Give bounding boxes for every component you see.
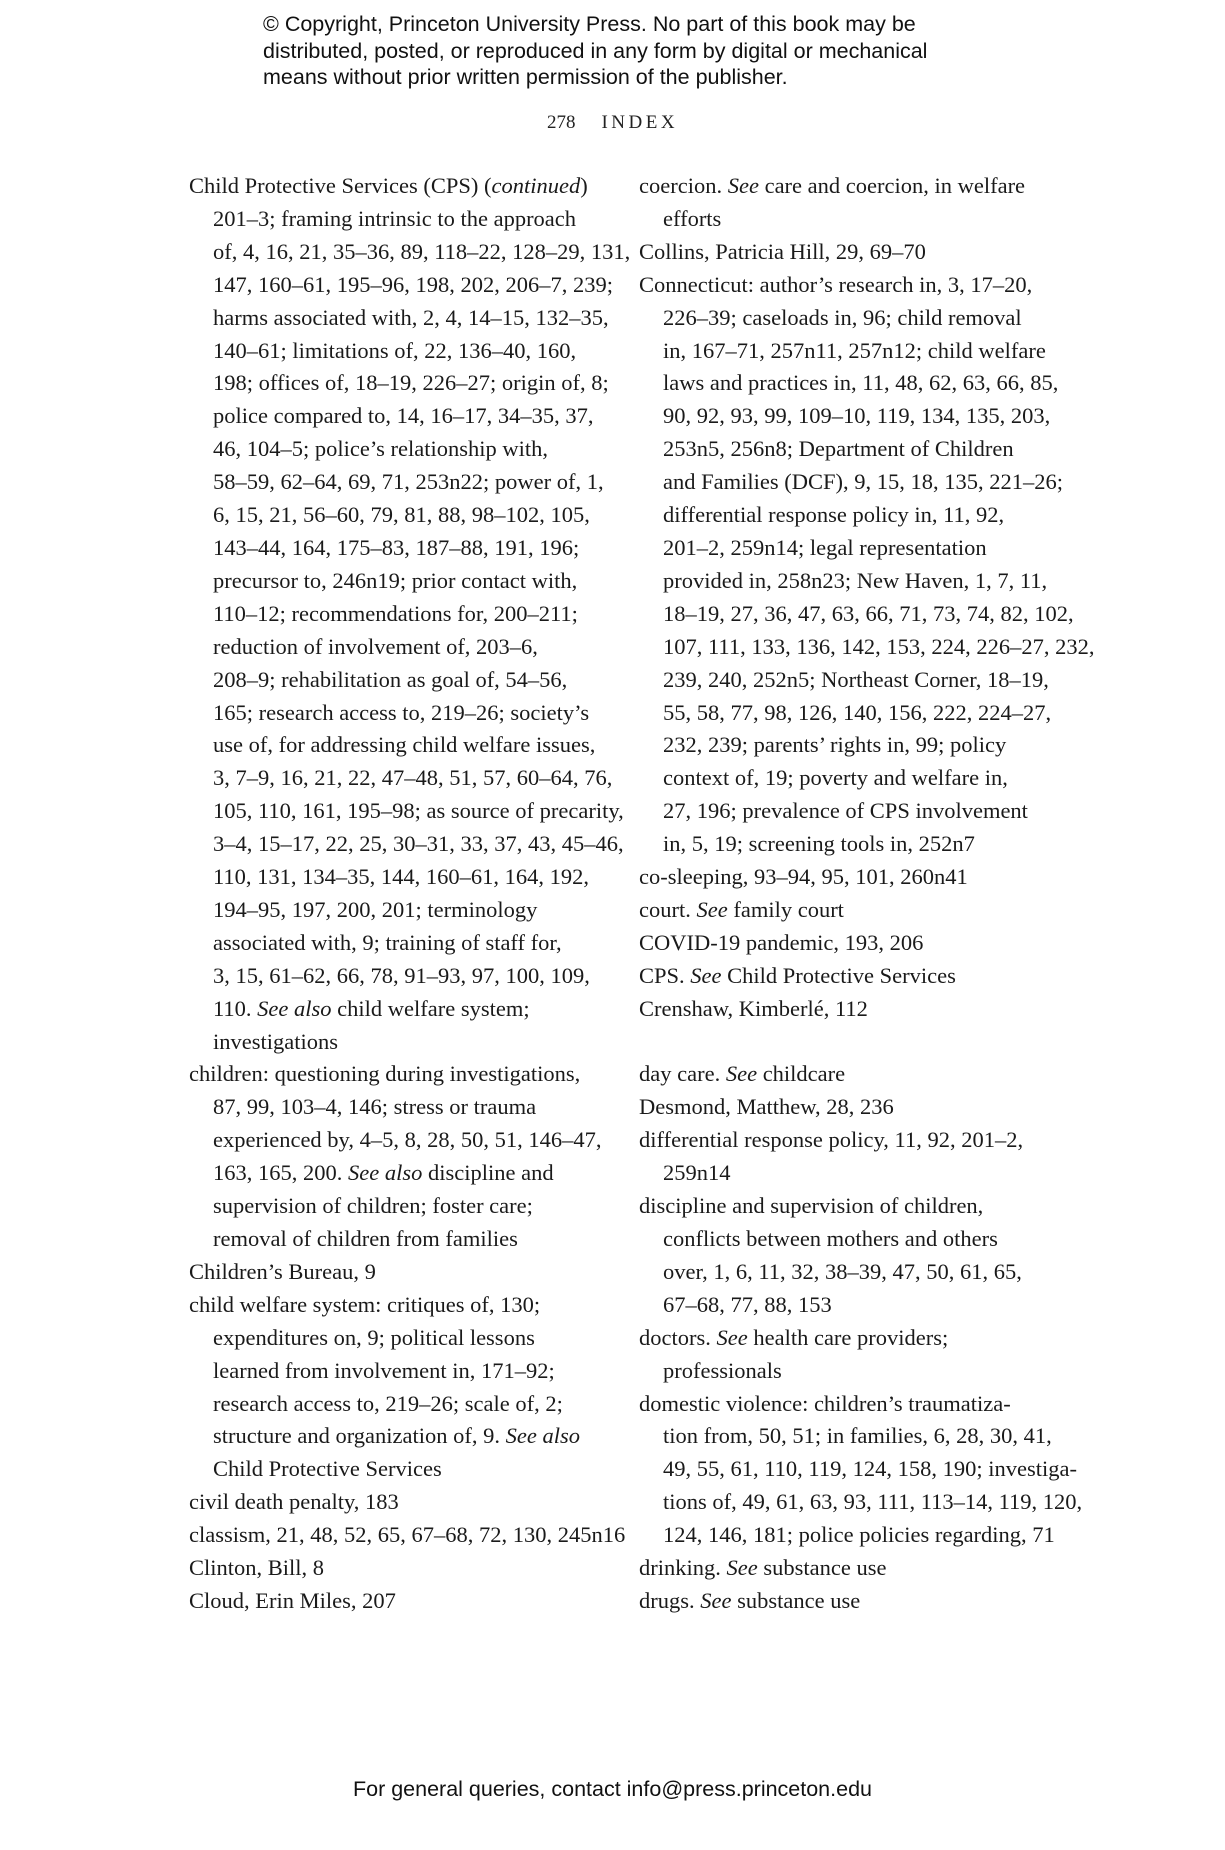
entry-spacer <box>639 1026 1054 1059</box>
section-title: INDEX <box>601 112 679 133</box>
index-entry <box>639 1091 1054 1124</box>
entry-text: 49, 55, 61, 110, 119, 124, 158, 190; investiga- <box>663 1456 1077 1482</box>
entry-text: 105, 110, 161, 195–98; as source of precarity, <box>213 798 624 824</box>
entry-text: 90, 92, 93, 99, 109–10, 119, 134, 135, 203, <box>663 403 1051 429</box>
index-entry-continuation <box>639 1157 1054 1190</box>
entry-text: Connecticut: author’s research in, 3, 17–20, <box>639 271 1033 297</box>
entry-text: 253n5, 256n8; Department of Children <box>663 436 1014 462</box>
index-entry-continuation <box>189 598 609 631</box>
entry-text: child welfare system; <box>331 995 530 1021</box>
index-entry <box>639 269 1054 302</box>
entry-text: day care. <box>639 1061 726 1087</box>
entry-text: 140–61; limitations of, 22, 136–40, 160, <box>213 337 577 363</box>
index-entry-continuation <box>639 1256 1054 1289</box>
entry-text: 208–9; rehabilitation as goal of, 54–56, <box>213 666 568 692</box>
index-entry-continuation <box>189 1124 609 1157</box>
entry-text: 6, 15, 21, 56–60, 79, 81, 88, 98–102, 105, <box>213 502 590 528</box>
cross-reference-term: See <box>696 896 728 922</box>
index-entry <box>639 993 1054 1026</box>
index-entry <box>639 1585 1054 1618</box>
index-entry-continuation <box>189 203 609 236</box>
entry-text: professionals <box>663 1357 782 1383</box>
entry-text: domestic violence: children’s traumatiza- <box>639 1390 1011 1416</box>
index-entry-continuation <box>639 1289 1054 1322</box>
entry-text: 87, 99, 103–4, 146; stress or trauma <box>213 1094 537 1120</box>
index-entry-continuation <box>639 1486 1083 1519</box>
entry-text: 201–3; framing intrinsic to the approach <box>213 205 577 231</box>
entry-text: learned from involvement in, 171–92; <box>213 1357 555 1383</box>
entry-text: 27, 196; prevalence of CPS involvement <box>663 798 1028 824</box>
index-entry-continuation <box>189 1190 609 1223</box>
cross-reference-term: See <box>725 1061 758 1087</box>
index-entry-continuation <box>189 894 609 927</box>
index-entry-continuation <box>189 1223 609 1256</box>
index-entry-continuation <box>189 269 614 302</box>
index-entry-continuation <box>639 631 1095 664</box>
index-entry-continuation <box>639 335 1054 368</box>
index-entry-continuation <box>189 1420 609 1453</box>
entry-text: supervision of children; foster care; <box>213 1193 533 1219</box>
index-entry-continuation <box>189 335 609 368</box>
index-entry <box>639 927 1054 960</box>
entry-text: 3, 15, 61–62, 66, 78, 91–93, 97, 100, 109, <box>213 962 590 988</box>
index-entry <box>639 1388 1054 1421</box>
entry-text: reduction of involvement of, 203–6, <box>213 633 538 659</box>
entry-text: health care providers; <box>747 1324 949 1350</box>
cross-reference-term: See also <box>348 1160 423 1186</box>
entry-text: CPS. <box>639 962 691 988</box>
entry-text: Collins, Patricia Hill, 29, 69–70 <box>639 238 926 264</box>
index-entry-continuation <box>189 433 609 466</box>
index-entry-continuation <box>189 565 609 598</box>
entry-text: differential response policy, 11, 92, 201–2, <box>639 1127 1024 1153</box>
index-entry-continuation <box>189 1453 609 1486</box>
entry-text: classism, 21, 48, 52, 65, 67–68, 72, 130, 245n16 <box>189 1522 626 1548</box>
index-column-right <box>639 170 1095 1618</box>
index-entry-continuation <box>639 565 1054 598</box>
index-entry-continuation <box>639 400 1054 433</box>
index-entry-continuation <box>189 631 609 664</box>
index-column-left <box>189 170 631 1618</box>
copyright-line: © Copyright, Princeton University Press. No part of this book may be <box>263 12 916 36</box>
cross-reference-term: See also <box>505 1423 580 1449</box>
entry-text: tion from, 50, 51; in families, 6, 28, 30, 41, <box>663 1423 1052 1449</box>
entry-text: research access to, 219–26; scale of, 2; <box>213 1390 563 1416</box>
index-entry-continuation <box>639 697 1054 730</box>
entry-text: 55, 58, 77, 98, 126, 140, 156, 222, 224–27, <box>663 699 1052 725</box>
index-entry-continuation <box>639 1453 1077 1486</box>
entry-text: Child Protective Services <box>213 1456 442 1482</box>
cross-reference-term: See <box>716 1324 748 1350</box>
index-entry <box>189 1585 609 1618</box>
index-entry-continuation <box>639 598 1074 631</box>
index-entry-continuation <box>639 1519 1054 1552</box>
index-entry-continuation <box>639 203 1054 236</box>
index-entry-continuation <box>639 1355 1054 1388</box>
index-entry <box>639 1552 1054 1585</box>
entry-text: 239, 240, 252n5; Northeast Corner, 18–19, <box>663 666 1049 692</box>
index-entry-continuation <box>189 927 609 960</box>
entry-text: Cloud, Erin Miles, 207 <box>189 1587 396 1613</box>
index-entry-continuation <box>189 302 609 335</box>
index-entry-continuation <box>189 1091 609 1124</box>
entry-text: 226–39; caseloads in, 96; child removal <box>663 304 1022 330</box>
index-entry <box>189 1289 609 1322</box>
index-entry <box>639 236 1054 269</box>
entry-text: drugs. <box>639 1587 701 1613</box>
entry-text: 198; offices of, 18–19, 226–27; origin of, 8; <box>213 370 609 396</box>
entry-text: civil death penalty, 183 <box>189 1489 399 1515</box>
index-entry <box>639 170 1054 203</box>
entry-text: context of, 19; poverty and welfare in, <box>663 765 1008 791</box>
entry-text: care and coercion, in welfare <box>758 173 1026 198</box>
entry-text: 201–2, 259n14; legal representation <box>663 534 987 560</box>
entry-text: conflicts between mothers and others <box>663 1225 998 1251</box>
footer-contact: For general queries, contact info@press.princeton.edu <box>352 1777 872 1801</box>
index-entry-continuation <box>189 1157 609 1190</box>
index-entry-continuation <box>639 1420 1054 1453</box>
entry-text: COVID-19 pandemic, 193, 206 <box>639 929 924 955</box>
entry-text: co-sleeping, 93–94, 95, 101, 260n41 <box>639 864 968 890</box>
entry-text: precursor to, 246n19; prior contact with, <box>213 567 578 593</box>
index-entry <box>189 1058 609 1091</box>
entry-text: 110, 131, 134–35, 144, 160–61, 164, 192, <box>213 864 590 890</box>
entry-text: and Families (DCF), 9, 15, 18, 135, 221–26; <box>663 469 1063 495</box>
entry-text: associated with, 9; training of staff for, <box>213 929 562 955</box>
index-entry-continuation <box>639 367 1059 400</box>
index-entry-continuation <box>189 664 609 697</box>
cross-reference-term: See <box>690 962 722 988</box>
entry-text: 110. <box>213 995 258 1021</box>
index-entry <box>639 1058 1054 1091</box>
entry-text: 58–59, 62–64, 69, 71, 253n22; power of, 1, <box>213 469 604 495</box>
index-entry-continuation <box>189 993 609 1026</box>
index-entry-continuation <box>189 1026 609 1059</box>
index-entry-continuation <box>639 729 1054 762</box>
entry-text: 3–4, 15–17, 22, 25, 30–31, 33, 37, 43, 45–46, <box>213 831 624 857</box>
index-entry <box>189 1256 609 1289</box>
index-entry-continuation <box>189 697 609 730</box>
entry-text: 18–19, 27, 36, 47, 63, 66, 71, 73, 74, 82, 102, <box>663 600 1074 626</box>
index-entry <box>639 960 1054 993</box>
index-entry <box>639 1124 1054 1157</box>
index-entry-continuation <box>639 664 1054 697</box>
index-entry-continuation <box>189 861 609 894</box>
index-entry-continuation <box>189 400 609 433</box>
entry-text: removal of children from families <box>213 1226 518 1251</box>
entry-text: ) <box>580 173 588 198</box>
entry-text: substance use <box>731 1587 861 1613</box>
index-entry-continuation <box>189 1388 609 1421</box>
copyright-notice <box>263 11 1023 91</box>
index-entry-continuation <box>189 236 631 269</box>
index-entry-continuation <box>189 762 613 795</box>
entry-text: investigations <box>213 1028 338 1054</box>
entry-text: 259n14 <box>663 1160 731 1186</box>
index-entry-continuation <box>639 762 1054 795</box>
entry-text: childcare <box>757 1061 846 1087</box>
cross-reference-term: See also <box>257 995 332 1021</box>
entry-text: of, 4, 16, 21, 35–36, 89, 118–22, 128–29, 131, <box>213 238 631 264</box>
entry-text: structure and organization of, 9. <box>213 1423 506 1449</box>
entry-text: over, 1, 6, 11, 32, 38–39, 47, 50, 61, 65, <box>663 1258 1022 1284</box>
copyright-line: means without prior written permission of the publisher. <box>263 65 788 89</box>
entry-text: use of, for addressing child welfare issues, <box>213 732 596 758</box>
entry-text: provided in, 258n23; New Haven, 1, 7, 11, <box>663 567 1048 593</box>
entry-text: coercion. <box>639 173 728 198</box>
cross-reference-term: See <box>726 1555 758 1581</box>
index-entry-continuation <box>189 960 609 993</box>
entry-text: in, 5, 19; screening tools in, 252n7 <box>663 831 975 857</box>
entry-text: efforts <box>663 205 722 231</box>
index-entry <box>639 894 1054 927</box>
index-entry-continuation <box>639 828 1054 861</box>
entry-text: 110–12; recommendations for, 200–211; <box>213 600 578 626</box>
entry-text: 67–68, 77, 88, 153 <box>663 1291 832 1317</box>
index-entry-continuation <box>189 499 609 532</box>
entry-text: Children’s Bureau, 9 <box>189 1258 376 1284</box>
index-entry-continuation <box>639 1223 1054 1256</box>
entry-text: 107, 111, 133, 136, 142, 153, 224, 226–27, 232, <box>663 633 1095 659</box>
index-entry <box>639 1322 1054 1355</box>
index-entry-continuation <box>639 433 1054 466</box>
index-entry <box>189 1519 626 1552</box>
index-entry-continuation <box>189 532 609 565</box>
index-entry-continuation <box>189 729 609 762</box>
entry-text: 3, 7–9, 16, 21, 22, 47–48, 51, 57, 60–64, 76, <box>213 765 613 791</box>
entry-text: police compared to, 14, 16–17, 34–35, 37, <box>213 403 594 429</box>
entry-text: experienced by, 4–5, 8, 28, 50, 51, 146–47, <box>213 1127 602 1153</box>
cross-reference-term: See <box>727 173 759 198</box>
entry-text: child welfare system: critiques of, 130; <box>189 1291 541 1317</box>
entry-text: substance use <box>757 1555 887 1581</box>
entry-text: Child Protective Services (CPS) ( <box>189 173 492 198</box>
entry-text: doctors. <box>639 1324 717 1350</box>
entry-text: 46, 104–5; police’s relationship with, <box>213 436 548 462</box>
entry-text: differential response policy in, 11, 92, <box>663 502 1005 528</box>
entry-text: 165; research access to, 219–26; society’s <box>213 699 590 725</box>
entry-text: Child Protective Services <box>721 962 956 988</box>
entry-text: tions of, 49, 61, 63, 93, 111, 113–14, 119, 120, <box>663 1489 1083 1515</box>
index-entry-continuation <box>189 795 624 828</box>
entry-text: 163, 165, 200. <box>213 1160 348 1186</box>
index-entry <box>189 1486 609 1519</box>
index-entry-continuation <box>189 828 624 861</box>
index-entry-continuation <box>189 1355 609 1388</box>
index-entry-continuation <box>639 302 1054 335</box>
entry-text: court. <box>639 896 697 922</box>
entry-text: in, 167–71, 257n11, 257n12; child welfare <box>663 337 1046 363</box>
entry-text: discipline and <box>422 1160 554 1186</box>
index-entry-continuation <box>639 532 1054 565</box>
entry-text: Desmond, Matthew, 28, 236 <box>639 1094 894 1120</box>
index-entry-continuation <box>189 466 609 499</box>
index-entry-continuation <box>189 1322 609 1355</box>
entry-text: Crenshaw, Kimberlé, 112 <box>639 995 868 1021</box>
entry-text: 194–95, 197, 200, 201; terminology <box>213 896 538 922</box>
index-entry-continuation <box>639 466 1063 499</box>
entry-text: harms associated with, 2, 4, 14–15, 132–35, <box>213 304 609 330</box>
entry-text: expenditures on, 9; political lessons <box>213 1324 535 1350</box>
entry-text: family court <box>727 896 844 922</box>
entry-text: 147, 160–61, 195–96, 198, 202, 206–7, 239; <box>213 271 614 297</box>
index-entry <box>189 1552 609 1585</box>
copyright-line: distributed, posted, or reproduced in any form by digital or mechanical <box>263 38 928 63</box>
entry-text: 124, 146, 181; police policies regarding, 71 <box>663 1522 1055 1548</box>
index-entry-continuation <box>639 795 1054 828</box>
entry-text: laws and practices in, 11, 48, 62, 63, 66, 85, <box>663 370 1059 396</box>
entry-text: Clinton, Bill, 8 <box>189 1555 325 1581</box>
index-entry-continuation <box>639 499 1054 532</box>
index-entry <box>639 1190 1054 1223</box>
index-entry <box>639 861 1054 894</box>
entry-text: children: questioning during investigations, <box>189 1061 581 1087</box>
entry-text: 143–44, 164, 175–83, 187–88, 191, 196; <box>213 534 580 560</box>
cross-reference-term: See <box>700 1587 732 1613</box>
running-head <box>0 112 1225 134</box>
page-number: 278 <box>546 112 576 133</box>
cross-reference-term: continued <box>491 173 581 198</box>
index-entry-continuation <box>189 367 609 400</box>
index-entry <box>189 170 609 203</box>
entry-text: discipline and supervision of children, <box>639 1193 984 1219</box>
entry-text: drinking. <box>639 1555 727 1581</box>
entry-text: 232, 239; parents’ rights in, 99; policy <box>663 732 1007 758</box>
